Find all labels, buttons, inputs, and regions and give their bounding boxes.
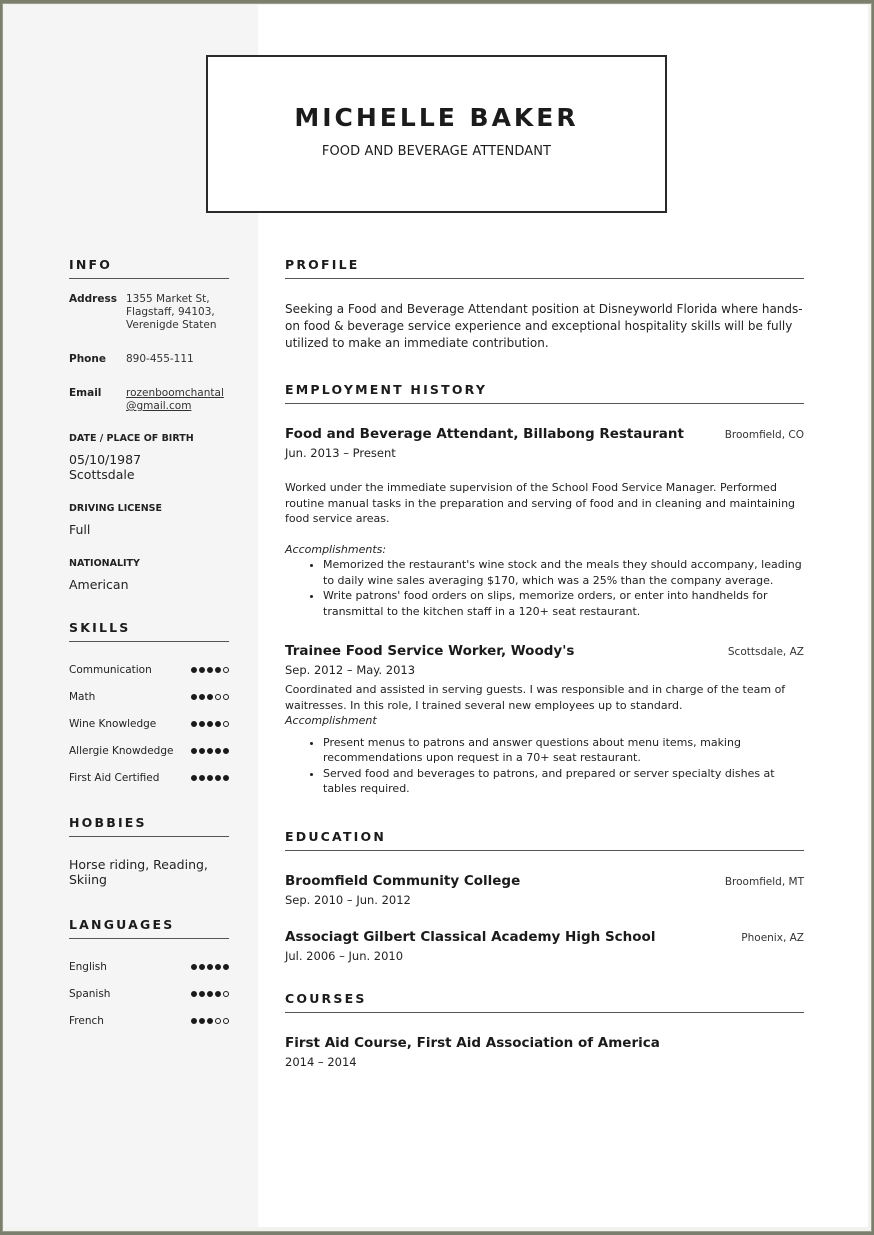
filled-dot-icon [207,721,213,727]
education-location: Phoenix, AZ [741,931,804,944]
filled-dot-icon [207,964,213,970]
phone-label: Phone [69,353,106,365]
info-heading: INFO [69,257,229,279]
email-line[interactable]: rozenboomchantal [126,387,224,399]
phone-row [69,353,229,366]
skill-row [69,737,229,764]
filled-dot-icon [199,775,205,781]
email-line[interactable]: @gmail.com [126,400,192,412]
language-label: French [69,1014,104,1027]
education-dates: Jul. 2006 – Jun. 2010 [285,948,404,963]
filled-dot-icon [207,991,213,997]
filled-dot-icon [215,775,221,781]
address-row [69,293,229,332]
license-label: DRIVING LICENSE [69,503,163,514]
filled-dot-icon [191,694,197,700]
skill-rating [191,721,229,727]
job-header [285,426,804,442]
birth-date: 05/10/1987 [69,452,142,467]
filled-dot-icon [207,667,213,673]
language-rating [191,1018,229,1024]
empty-dot-icon [223,991,229,997]
candidate-title: FOOD AND BEVERAGE ATTENDANT [321,144,552,159]
nationality-value: American [69,577,129,592]
email-label: Email [69,387,102,399]
course-dates: 2014 – 2014 [285,1054,357,1069]
job-description: Worked under the immediate supervision of the School Food Service Manager. Performed routine manual tasks in the preparation and serving of food and in cleaning and maintaining food service areas. [285,481,796,525]
languages-heading: LANGUAGES [69,917,229,939]
language-row [69,953,229,980]
birth-place: Scottsdale [69,467,135,482]
education-entry [285,929,804,963]
sidebar [69,257,229,1034]
skills-heading: SKILLS [69,620,229,642]
skill-row [69,710,229,737]
filled-dot-icon [215,991,221,997]
address-line: Verenigde Staten [126,319,217,331]
skill-label: First Aid Certified [69,771,160,784]
job-dates: Sep. 2012 – May. 2013 [285,663,416,677]
filled-dot-icon [199,721,205,727]
education-entry [285,873,804,907]
language-rating [191,991,229,997]
language-row [69,980,229,1007]
job-header [285,643,804,659]
license-value: Full [69,522,91,537]
course-header [285,1035,804,1051]
job-title: Food and Beverage Attendant, Billabong Restaurant [285,426,684,442]
languages-list [69,953,229,1034]
phone-value: 890-455-111 [126,353,194,365]
accomplishments-list [323,735,804,797]
skill-row [69,683,229,710]
job-entry [285,643,804,797]
skill-rating [191,667,229,673]
empty-dot-icon [215,1018,221,1024]
skill-row [69,764,229,791]
filled-dot-icon [191,991,197,997]
accomplishments-list [323,557,804,619]
candidate-name: MICHELLE BAKER [294,103,579,132]
filled-dot-icon [191,775,197,781]
education-section [285,829,804,963]
education-title: Broomfield Community College [285,872,521,889]
skill-label: Communication [69,663,152,676]
filled-dot-icon [215,721,221,727]
hobbies-heading: HOBBIES [69,815,229,837]
course-title: First Aid Course, First Aid Association of America [285,1034,660,1051]
filled-dot-icon [215,748,221,754]
hobbies-text [69,857,229,887]
accomplishment-item: • Present menus to patrons and answer questions about menu items, making recommendations upon request in a 70+ seat restaurant. [323,735,804,766]
email-row [69,387,229,413]
courses-heading: COURSES [285,991,804,1013]
filled-dot-icon [191,721,197,727]
profile-text: Seeking a Food and Beverage Attendant position at Disneyworld Florida where hands-on food & beverage service experience and exceptional hospitality skills will be fully utilized to make an immediate contribution. [285,302,803,350]
nationality-label: NATIONALITY [69,558,140,569]
employment-section [285,382,804,797]
filled-dot-icon [191,1018,197,1024]
job-title: Trainee Food Service Worker, Woody's [285,643,575,659]
resume-page [4,5,868,1227]
accomplishments-label: Accomplishments: [285,542,387,556]
address-value [126,293,217,332]
education-title: Associagt Gilbert Classical Academy High School [285,928,656,945]
skill-label: Math [69,690,96,703]
address-line: 1355 Market St, [126,293,210,305]
empty-dot-icon [223,1018,229,1024]
job-location: Broomfield, CO [724,429,804,441]
profile-heading: PROFILE [285,257,804,279]
courses-section [285,991,804,1069]
birth-value [69,452,229,482]
filled-dot-icon [223,775,229,781]
accomplishments-label: Accomplishment [285,714,377,727]
birth-label: DATE / PLACE OF BIRTH [69,433,194,444]
filled-dot-icon [199,748,205,754]
filled-dot-icon [199,964,205,970]
empty-dot-icon [215,694,221,700]
empty-dot-icon [223,694,229,700]
language-label: Spanish [69,987,111,1000]
employment-heading: EMPLOYMENT HISTORY [285,382,804,404]
filled-dot-icon [191,667,197,673]
email-link[interactable] [126,387,224,413]
education-location: Broomfield, MT [724,875,804,888]
filled-dot-icon [199,694,205,700]
skill-row [69,656,229,683]
filled-dot-icon [199,1018,205,1024]
job-dates: Jun. 2013 – Present [285,446,396,460]
education-header [285,929,804,945]
empty-dot-icon [223,721,229,727]
profile-section [285,257,804,352]
language-row [69,1007,229,1034]
education-header [285,873,804,889]
language-rating [191,964,229,970]
filled-dot-icon [207,775,213,781]
hobbies-line: Horse riding, Reading, [69,857,208,872]
filled-dot-icon [215,667,221,673]
language-label: English [69,960,107,973]
course-entry [285,1035,804,1069]
job-entry [285,426,804,619]
address-label: Address [69,293,117,305]
accomplishment-item: • Memorized the restaurant's wine stock and the meals they should accompany, leading to daily wine sales averaging $170, which was a 25% than the company average. [323,557,804,588]
skill-rating [191,694,229,700]
header-box [206,55,667,213]
skill-rating [191,748,229,754]
job-location: Scottsdale, AZ [727,646,804,658]
filled-dot-icon [215,964,221,970]
empty-dot-icon [223,667,229,673]
skill-label: Allergie Knowdedge [69,744,174,757]
accomplishment-item: • Served food and beverages to patrons, and prepared or server specialty dishes at tables required. [323,766,804,797]
education-heading: EDUCATION [285,829,804,851]
skill-label: Wine Knowledge [69,717,157,730]
address-line: Flagstaff, 94103, [126,306,215,318]
filled-dot-icon [191,748,197,754]
skills-list [69,656,229,791]
filled-dot-icon [207,748,213,754]
filled-dot-icon [199,667,205,673]
filled-dot-icon [191,964,197,970]
job-description: Coordinated and assisted in serving guests. I was responsible and in charge of the team of waitresses. In this role, I trained several new employees up to standard. [285,683,786,712]
skill-rating [191,775,229,781]
education-dates: Sep. 2010 – Jun. 2012 [285,892,411,907]
main-content [285,257,804,1069]
filled-dot-icon [223,964,229,970]
filled-dot-icon [199,991,205,997]
filled-dot-icon [223,748,229,754]
hobbies-line: Skiing [69,872,107,887]
filled-dot-icon [207,694,213,700]
accomplishment-item: • Write patrons' food orders on slips, memorize orders, or enter into handhelds for transmittal to the kitchen staff in a 120+ seat restaurant. [323,588,804,619]
filled-dot-icon [207,1018,213,1024]
